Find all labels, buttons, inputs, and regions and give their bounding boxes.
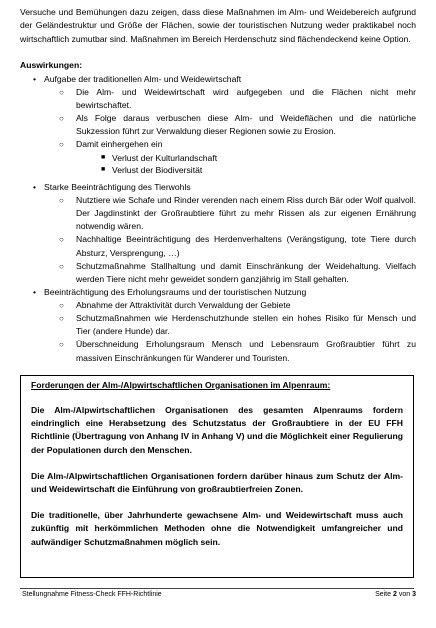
circle-bullet-icon: ○ xyxy=(59,195,64,205)
demands-box xyxy=(20,375,414,578)
sub-item-text: Abnahme der Attraktivität durch Verwaldung der Gebiete xyxy=(76,299,291,310)
page-total: 3 xyxy=(412,591,416,598)
document-page xyxy=(20,0,416,365)
sub-item-text: Schutzmaßnahme Stallhaltung und damit Einschränkung der Weidehaltung. Vielfach werden Tiere nicht mehr geweidet sondern ganzjährig im Stall gehalten. xyxy=(76,260,416,284)
page-sep: von xyxy=(398,591,411,598)
demands-paragraph: Die traditionelle, über Jahrhunderte gewachsene Alm- und Weidewirtschaft muss auch zukünftig mit herkömmlichen Methoden ohne die Notwendigkeit umfangreicher und aufwändiger Schutzmaßnahmen möglich sein. xyxy=(31,510,403,547)
page-prefix: Seite xyxy=(375,591,392,598)
circle-bullet-icon: ○ xyxy=(59,114,64,123)
effects-heading: Auswirkungen: xyxy=(20,59,83,70)
sub-sub-item-text: Verlust der Biodiversität xyxy=(112,165,203,176)
sub-item-text: Überschneidung Erholungsraum Mensch und Lebensraum Großraubtier führt zu massiven Einschränkungen für Wanderer und Touristen. xyxy=(76,339,416,363)
sub-sub-item xyxy=(20,164,416,177)
effect-item xyxy=(20,181,416,194)
sub-sub-item-text: Verlust der Kulturlandschaft xyxy=(112,152,218,163)
sub-item xyxy=(20,194,416,234)
effect-item xyxy=(20,73,416,86)
sub-item xyxy=(20,86,416,112)
effect-label: Starke Beeinträchtigung des Tierwohls xyxy=(44,182,191,193)
effect-label: Aufgabe der traditionellen Alm- und Weidewirtschaft xyxy=(44,73,242,84)
sub-item xyxy=(20,299,416,312)
sub-item-text: Nachhaltige Beeinträchtigung des Herdenverhaltens (Verängstigung, tote Tiere durch Absturz, Versprengung, …) xyxy=(76,234,416,258)
demands-paragraph: Die Alm-/Alpwirtschaftlichen Organisationen des gesamten Alpenraums fordern eindringlich eine Herabsetzung des Schutzstatus der Großraubtiere in der EU FFH Richtlinie (Übertragung von Anhang IV in Anhang V) und die Möglichkeit einer Regulierung der Populationen durch den Menschen. xyxy=(31,405,403,455)
circle-bullet-icon: ○ xyxy=(59,261,64,271)
effect-item xyxy=(20,286,416,299)
effect-label: Beeinträchtigung des Erholungsraums und der touristischen Nutzung xyxy=(44,287,307,298)
circle-bullet-icon: ○ xyxy=(59,235,64,245)
sub-item-text: Nutztiere wie Schafe und Rinder verenden nach einem Riss durch Bär oder Wolf qualvoll. Der Jagdinstinkt der Großraubtiere führt zu mehr Rissen als zur eigenen Ernährung notwendig wären. xyxy=(76,194,416,232)
intro-paragraph: Versuche und Bemühungen dazu zeigen, dass diese Maßnahmen im Alm- und Weidebereich aufgrund der Geländestruktur und Größe der Flächen, sowie der touristischen Nutzung weder praktikabel noch wirtschaftlich zumutbar sind. Maßnahmen im Bereich Herdenschutz sind flächendeckend keine Option. xyxy=(20,7,416,44)
page-current: 2 xyxy=(392,591,397,598)
sub-item-text: Als Folge daraus verbuschen diese Alm- und Weideflächen und die natürliche Sukzession führt zur Verwaldung dieser Regionen sowie zu Erosion. xyxy=(76,113,416,137)
effects-list xyxy=(20,73,416,365)
sub-item xyxy=(20,260,416,286)
page-number xyxy=(375,591,416,598)
sub-sub-item xyxy=(20,152,416,165)
square-bullet-icon: ■ xyxy=(101,153,106,161)
sub-item-text: Die Alm- und Weidewirtschaft wird aufgegeben und die Flächen nicht mehr bewirtschaftet. xyxy=(76,86,416,110)
footer-title: Stellungnahme Fitness-Check FFH-Richtlinie xyxy=(22,591,162,598)
sub-item xyxy=(20,312,416,338)
circle-bullet-icon: ○ xyxy=(59,87,64,97)
sub-item-text: Schutzmaßnahmen wie Herdenschutzhunde stellen ein hohes Risiko für Mensch und Tier (andere Hunde) dar. xyxy=(76,313,416,337)
sub-item xyxy=(20,338,416,364)
circle-bullet-icon: ○ xyxy=(59,314,64,324)
demands-paragraph: Die Alm-/Alpwirtschaftlichen Organisationen fordern darüber hinaus zum Schutz der Alm- und Weidewirtschaft die Einführung von großraubtierfreien Zonen. xyxy=(31,470,403,495)
demands-title: Forderungen der Alm-/Alpwirtschaftlichen Organisationen im Alpenraum: xyxy=(31,380,331,390)
square-bullet-icon: ■ xyxy=(101,166,106,174)
sub-item xyxy=(20,138,416,151)
bullet-icon: • xyxy=(33,287,37,298)
sub-item-text: Damit einhergehen ein xyxy=(76,139,163,150)
circle-bullet-icon: ○ xyxy=(59,300,64,310)
circle-bullet-icon: ○ xyxy=(59,340,64,350)
footer-divider xyxy=(20,588,414,589)
circle-bullet-icon: ○ xyxy=(59,140,64,150)
bullet-icon: • xyxy=(33,73,37,84)
bullet-icon: • xyxy=(33,182,37,193)
sub-item xyxy=(20,112,416,138)
sub-item xyxy=(20,233,416,259)
